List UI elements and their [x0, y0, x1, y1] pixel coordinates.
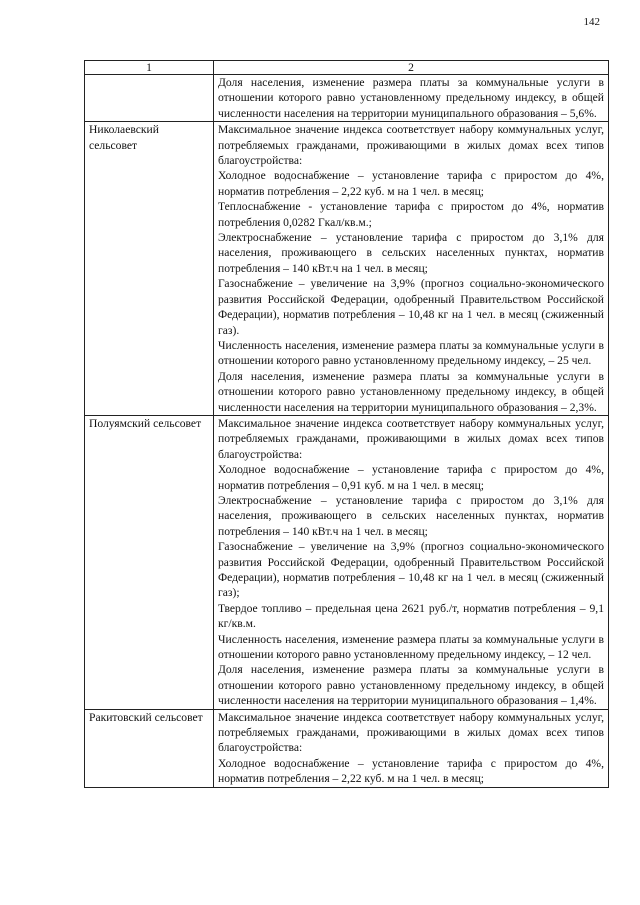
table-header-row — [85, 61, 609, 75]
table-row — [85, 75, 609, 122]
index-description-cell — [214, 415, 609, 709]
description-paragraph: Доля населения, изменение размера платы за коммунальные услуги в отношении которого равно установленному предельному индексу, в общей численности населения на территории муниципального образования – 1,4%. — [218, 663, 604, 708]
index-description-cell — [214, 709, 609, 787]
table-row — [85, 415, 609, 709]
column-header-1: 1 — [85, 61, 214, 75]
column-header-2: 2 — [214, 61, 609, 75]
description-paragraph: Теплоснабжение - установление тарифа с приростом до 4%, норматив потребления 0,0282 Гкал/кв.м.; — [218, 200, 604, 229]
description-paragraph: Твердое топливо – предельная цена 2621 руб./т, норматив потребления – 9,1 кг/кв.м. — [218, 601, 604, 631]
description-paragraph: Максимальное значение индекса соответствует набору коммунальных услуг, потребляемых гражданами, проживающими в жилых домах всех типов благоустройства: — [218, 123, 604, 168]
description-paragraph: Доля населения, изменение размера платы за коммунальные услуги в отношении которого равно установленному предельному индексу, в общей численности населения на территории муниципального образования – 2,3%. — [218, 369, 604, 414]
description-paragraph: Максимальное значение индекса соответствует набору коммунальных услуг, потребляемых гражданами, проживающими в жилых домах всех типов благоустройства: — [218, 710, 604, 755]
description-paragraph: Максимальное значение индекса соответствует набору коммунальных услуг, потребляемых гражданами, проживающими в жилых домах всех типов благоустройства: — [218, 416, 604, 461]
description-paragraph: Газоснабжение – увеличение на 3,9% (прогноз социально-экономического развития Российской Федерации, одобренный Правительством Российской Федерации), норматив потребления – 10,48 кг на 1 чел. в месяц (сжиженный газ); — [218, 540, 604, 600]
table-body — [85, 75, 609, 788]
table-row — [85, 122, 609, 416]
description-paragraph: Электроснабжение – установление тарифа с приростом до 3,1% для населения, проживающего в сельских населенных пунктах, норматив потребления – 140 кВт.ч на 1 чел. в месяц; — [218, 493, 604, 538]
index-description-cell — [214, 122, 609, 416]
municipality-name-cell: Ракитовский сельсовет — [85, 709, 214, 787]
municipality-index-table — [84, 60, 609, 788]
municipality-name-cell: Николаевский сельсовет — [85, 122, 214, 416]
description-paragraph: Электроснабжение – установление тарифа с приростом до 3,1% для населения, проживающего в сельских населенных пунктах, норматив потребления – 140 кВт.ч на 1 чел. в месяц; — [218, 231, 604, 275]
description-paragraph: Численность населения, изменение размера платы за коммунальные услуги в отношении которого равно установленному предельному индексу, – 12 чел. — [218, 632, 604, 662]
description-paragraph: Холодное водоснабжение – установление тарифа с приростом до 4%, норматив потребления – 2,22 куб. м на 1 чел. в месяц; — [218, 756, 604, 786]
description-paragraph: Газоснабжение – увеличение на 3,9% (прогноз социально-экономического развития Российской Федерации, одобренный Правительством Российской Федерации), норматив потребления – 10,48 кг на 1 чел. в месяц (сжиженный газ). — [218, 277, 604, 337]
index-description-cell — [214, 75, 609, 122]
table-row — [85, 709, 609, 787]
description-paragraph: Численность населения, изменение размера платы за коммунальные услуги в отношении которого равно установленному предельному индексу, – 25 чел. — [218, 338, 604, 368]
page-number: 142 — [583, 16, 600, 28]
municipality-name-cell — [85, 75, 214, 122]
description-paragraph: Холодное водоснабжение – установление тарифа с приростом до 4%, норматив потребления – 0,91 куб. м на 1 чел. в месяц; — [218, 463, 604, 492]
description-paragraph: Доля населения, изменение размера платы за коммунальные услуги в отношении которого равно установленному предельному индексу, в общей численности населения на территории муниципального образования – 5,6%. — [218, 76, 604, 120]
description-paragraph: Холодное водоснабжение – установление тарифа с приростом до 4%, норматив потребления – 2,22 куб. м на 1 чел. в месяц; — [218, 169, 604, 198]
municipality-name-cell: Полуямский сельсовет — [85, 415, 214, 709]
